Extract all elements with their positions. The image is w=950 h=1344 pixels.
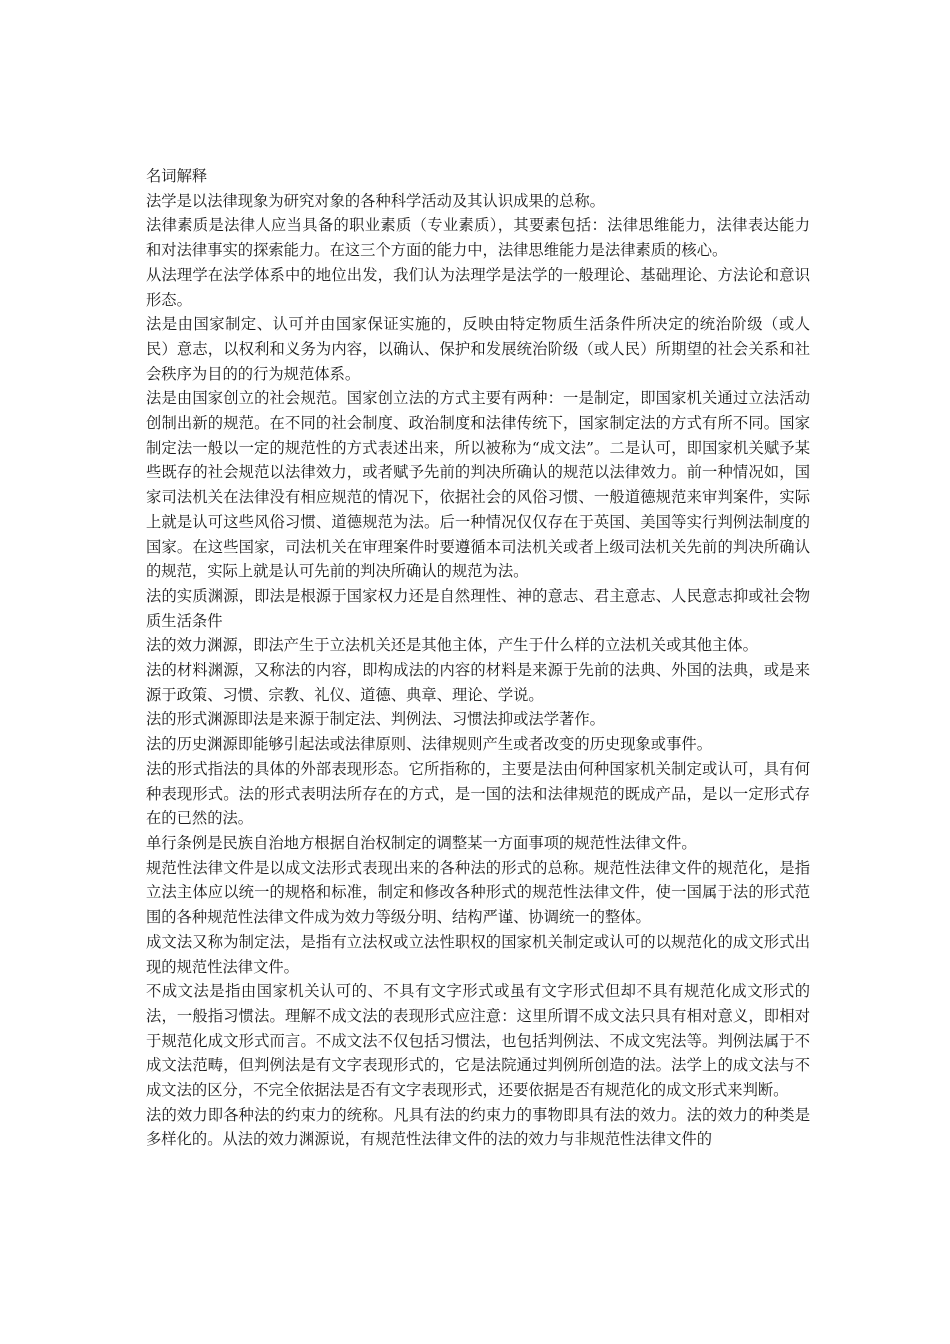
paragraph-normative-documents: 规范性法律文件是以成文法形式表现出来的各种法的形式的总称。规范性法律文件的规范化，是指立法主体应以统一的规格和标准，制定和修改各种形式的规范性法律文件，使一国属于法的形式范围的各种规范性法律文件成为效力等级分明、结构严谨、协调统一的整体。 xyxy=(146,858,810,927)
document-heading: 名词解释 xyxy=(146,167,208,185)
paragraph-jurisprudence: 从法理学在法学体系中的地位出发，我们认为法理学是法学的一般理论、基础理论、方法论和意识形态。 xyxy=(146,265,810,309)
paragraph-formal-source: 法的形式渊源即法是来源于制定法、判例法、习惯法抑或法学著作。 xyxy=(146,710,605,729)
paragraph-written-law: 成文法又称为制定法，是指有立法权或立法性职权的国家机关制定或认可的以规范化的成文形式出现的规范性法律文件。 xyxy=(146,932,810,976)
paragraph-law-definition: 法是由国家制定、认可并由国家保证实施的，反映由特定物质生活条件所决定的统治阶级（或人民）意志，以权利和义务为内容，以确认、保护和发展统治阶级（或人民）所期望的社会关系和社会秩序为目的的行为规范体系。 xyxy=(146,315,810,383)
document-body xyxy=(146,164,810,1152)
paragraph-unwritten-law: 不成文法是指由国家机关认可的、不具有文字形式或虽有文字形式但却不具有规范化成文形式的法，一般指习惯法。理解不成文法的表现形式应注意：这里所谓不成文法只具有相对意义，即相对于规范化成文形式而言。不成文法不仅包括习惯法，也包括判例法、不成文宪法等。判例法属于不成文法范畴，但判例法是有文字表现形式的，它是法院通过判例所创造的法。法学上的成文法与不成文法的区分，不完全依据法是否有文字表现形式，还要依据是否有规范化的成文形式来判断。 xyxy=(146,982,810,1100)
paragraph-historical-source: 法的历史渊源即能够引起法或法律原则、法律规则产生或者改变的历史现象或事件。 xyxy=(146,735,712,754)
paragraph-form-of-law: 法的形式指法的具体的外部表现形态。它所指称的，主要是法由何种国家机关制定或认可，具有何种表现形式。法的形式表明法所存在的方式，是一国的法和法律规范的既成产品，是以一定形式存在的已然的法。 xyxy=(146,759,810,828)
paragraph-effect-of-law: 法的效力即各种法的约束力的统称。凡具有法的约束力的事物即具有法的效力。法的效力的种类是多样化的。从法的效力渊源说，有规范性法律文件的法的效力与非规范性法律文件的 xyxy=(146,1105,810,1149)
paragraph-legal-science: 法学是以法律现象为研究对象的各种科学活动及其认识成果的总称。 xyxy=(146,191,605,210)
paragraph-law-creation: 法是由国家创立的社会规范。国家创立法的方式主要有两种：一是制定，即国家机关通过立法活动创制出新的规范。在不同的社会制度、政治制度和法律传统下，国家制定法的方式有所不同。国家制定法一般以一定的规范性的方式表述出来，所以被称为“成文法”。二是认可，即国家机关赋予某些既存的社会规范以法律效力，或者赋予先前的判决所确认的规范以法律效力。前一种情况如，国家司法机关在法律没有相应规范的情况下，依据社会的风俗习惯、一般道德规范来审判案件，实际上就是认可这些风俗习惯、道德规范为法。后一种情况仅仅存在于英国、美国等实行判例法制度的国家。在这些国家，司法机关在审理案件时要遵循本司法机关或者上级司法机关先前的判决所确认的规范，实际上就是认可先前的判决所确认的规范为法。 xyxy=(146,389,810,581)
paragraph-effective-source: 法的效力渊源，即法产生于立法机关还是其他主体，产生于什么样的立法机关或其他主体。 xyxy=(146,636,758,655)
paragraph-legal-quality: 法律素质是法律人应当具备的职业素质（专业素质），其要素包括：法律思维能力，法律表达能力和对法律事实的探索能力。在这三个方面的能力中，法律思维能力是法律素质的核心。 xyxy=(146,216,810,260)
paragraph-material-source: 法的材料渊源，又称法的内容，即构成法的内容的材料是来源于先前的法典、外国的法典，或是来源于政策、习惯、宗教、礼仪、道德、典章、理论、学说。 xyxy=(146,661,810,704)
paragraph-separate-regulations: 单行条例是民族自治地方根据自治权制定的调整某一方面事项的规范性法律文件。 xyxy=(146,833,697,852)
paragraph-substantive-source: 法的实质渊源，即法是根源于国家权力还是自然理性、神的意志、君主意志、人民意志抑或社会物质生活条件 xyxy=(146,586,810,630)
